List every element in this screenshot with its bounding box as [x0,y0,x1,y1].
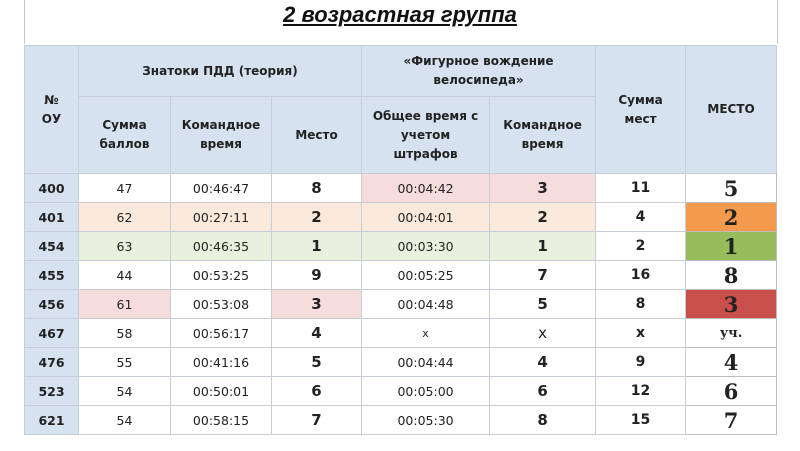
table-row [25,203,777,232]
cell-place-cycling: 1 [490,232,596,261]
cell-score-sum: 54 [79,377,171,406]
cell-ou: 523 [25,377,79,406]
table-row [25,232,777,261]
cell-final-place: 5 [686,174,777,203]
cell-place-cycling: x [490,319,596,348]
cell-team-time-theory: 00:56:17 [171,319,272,348]
cell-place-cycling: 4 [490,348,596,377]
cell-place-theory: 6 [272,377,362,406]
cell-total-time: 00:05:30 [362,406,490,435]
table-row [25,261,777,290]
cell-place-theory: 7 [272,406,362,435]
cell-place-cycling: 7 [490,261,596,290]
cell-place-cycling: 6 [490,377,596,406]
table-row [25,406,777,435]
cell-place-theory: 3 [272,290,362,319]
cell-final-place: 4 [686,348,777,377]
cell-total-time: 00:05:00 [362,377,490,406]
cell-score-sum: 58 [79,319,171,348]
cell-total-time: x [362,319,490,348]
cell-score-sum: 54 [79,406,171,435]
cell-place-cycling: 3 [490,174,596,203]
cell-place-theory: 9 [272,261,362,290]
cell-final-place: 7 [686,406,777,435]
col-header-ou: № ОУ [25,46,79,174]
page-title: 2 возрастная группа [283,2,517,27]
cell-score-sum: 62 [79,203,171,232]
cell-final-place: 2 [686,203,777,232]
cell-total-time: 00:04:44 [362,348,490,377]
cell-score-sum: 61 [79,290,171,319]
cell-score-sum: 44 [79,261,171,290]
cell-team-time-theory: 00:53:08 [171,290,272,319]
col-header-score-sum: Сумма баллов [79,97,171,174]
cell-score-sum: 55 [79,348,171,377]
col-header-team-time-cycling: Командное время [490,97,596,174]
table-row [25,348,777,377]
cell-sum-places: 15 [596,406,686,435]
cell-sum-places: 4 [596,203,686,232]
cell-ou: 476 [25,348,79,377]
cell-place-theory: 5 [272,348,362,377]
results-table [24,45,777,435]
cell-ou: 467 [25,319,79,348]
table-row [25,174,777,203]
col-header-total-time: Общее время с учетом штрафов [362,97,490,174]
col-header-team-time-theory: Командное время [171,97,272,174]
cell-team-time-theory: 00:53:25 [171,261,272,290]
cell-sum-places: 12 [596,377,686,406]
col-header-sum-places: Сумма мест [596,46,686,174]
results-body [25,174,777,435]
cell-sum-places: 8 [596,290,686,319]
cell-team-time-theory: 00:58:15 [171,406,272,435]
table-row [25,290,777,319]
cell-total-time: 00:04:42 [362,174,490,203]
cell-score-sum: 47 [79,174,171,203]
cell-total-time: 00:04:01 [362,203,490,232]
cell-team-time-theory: 00:46:47 [171,174,272,203]
cell-ou: 400 [25,174,79,203]
cell-place-cycling: 8 [490,406,596,435]
cell-ou: 454 [25,232,79,261]
cell-place-cycling: 2 [490,203,596,232]
cell-sum-places: x [596,319,686,348]
cell-team-time-theory: 00:46:35 [171,232,272,261]
cell-team-time-theory: 00:50:01 [171,377,272,406]
cell-place-theory: 1 [272,232,362,261]
cell-place-cycling: 5 [490,290,596,319]
cell-ou: 455 [25,261,79,290]
cell-final-place: 6 [686,377,777,406]
group-header-theory: Знатоки ПДД (теория) [79,46,362,97]
table-row [25,319,777,348]
cell-sum-places: 11 [596,174,686,203]
cell-sum-places: 2 [596,232,686,261]
cell-score-sum: 63 [79,232,171,261]
group-header-cycling: «Фигурное вождение велосипеда» [362,46,596,97]
cell-ou: 456 [25,290,79,319]
cell-final-place: 1 [686,232,777,261]
table-row [25,377,777,406]
cell-final-place: 3 [686,290,777,319]
cell-total-time: 00:03:30 [362,232,490,261]
col-header-final-place: МЕСТО [686,46,777,174]
cell-place-theory: 2 [272,203,362,232]
cell-ou: 401 [25,203,79,232]
cell-ou: 621 [25,406,79,435]
cell-final-place: 8 [686,261,777,290]
cell-total-time: 00:05:25 [362,261,490,290]
cell-sum-places: 16 [596,261,686,290]
cell-place-theory: 4 [272,319,362,348]
col-header-place-theory: Место [272,97,362,174]
cell-team-time-theory: 00:41:16 [171,348,272,377]
cell-final-place: уч. [686,319,777,348]
cell-sum-places: 9 [596,348,686,377]
cell-place-theory: 8 [272,174,362,203]
cell-total-time: 00:04:48 [362,290,490,319]
cell-team-time-theory: 00:27:11 [171,203,272,232]
